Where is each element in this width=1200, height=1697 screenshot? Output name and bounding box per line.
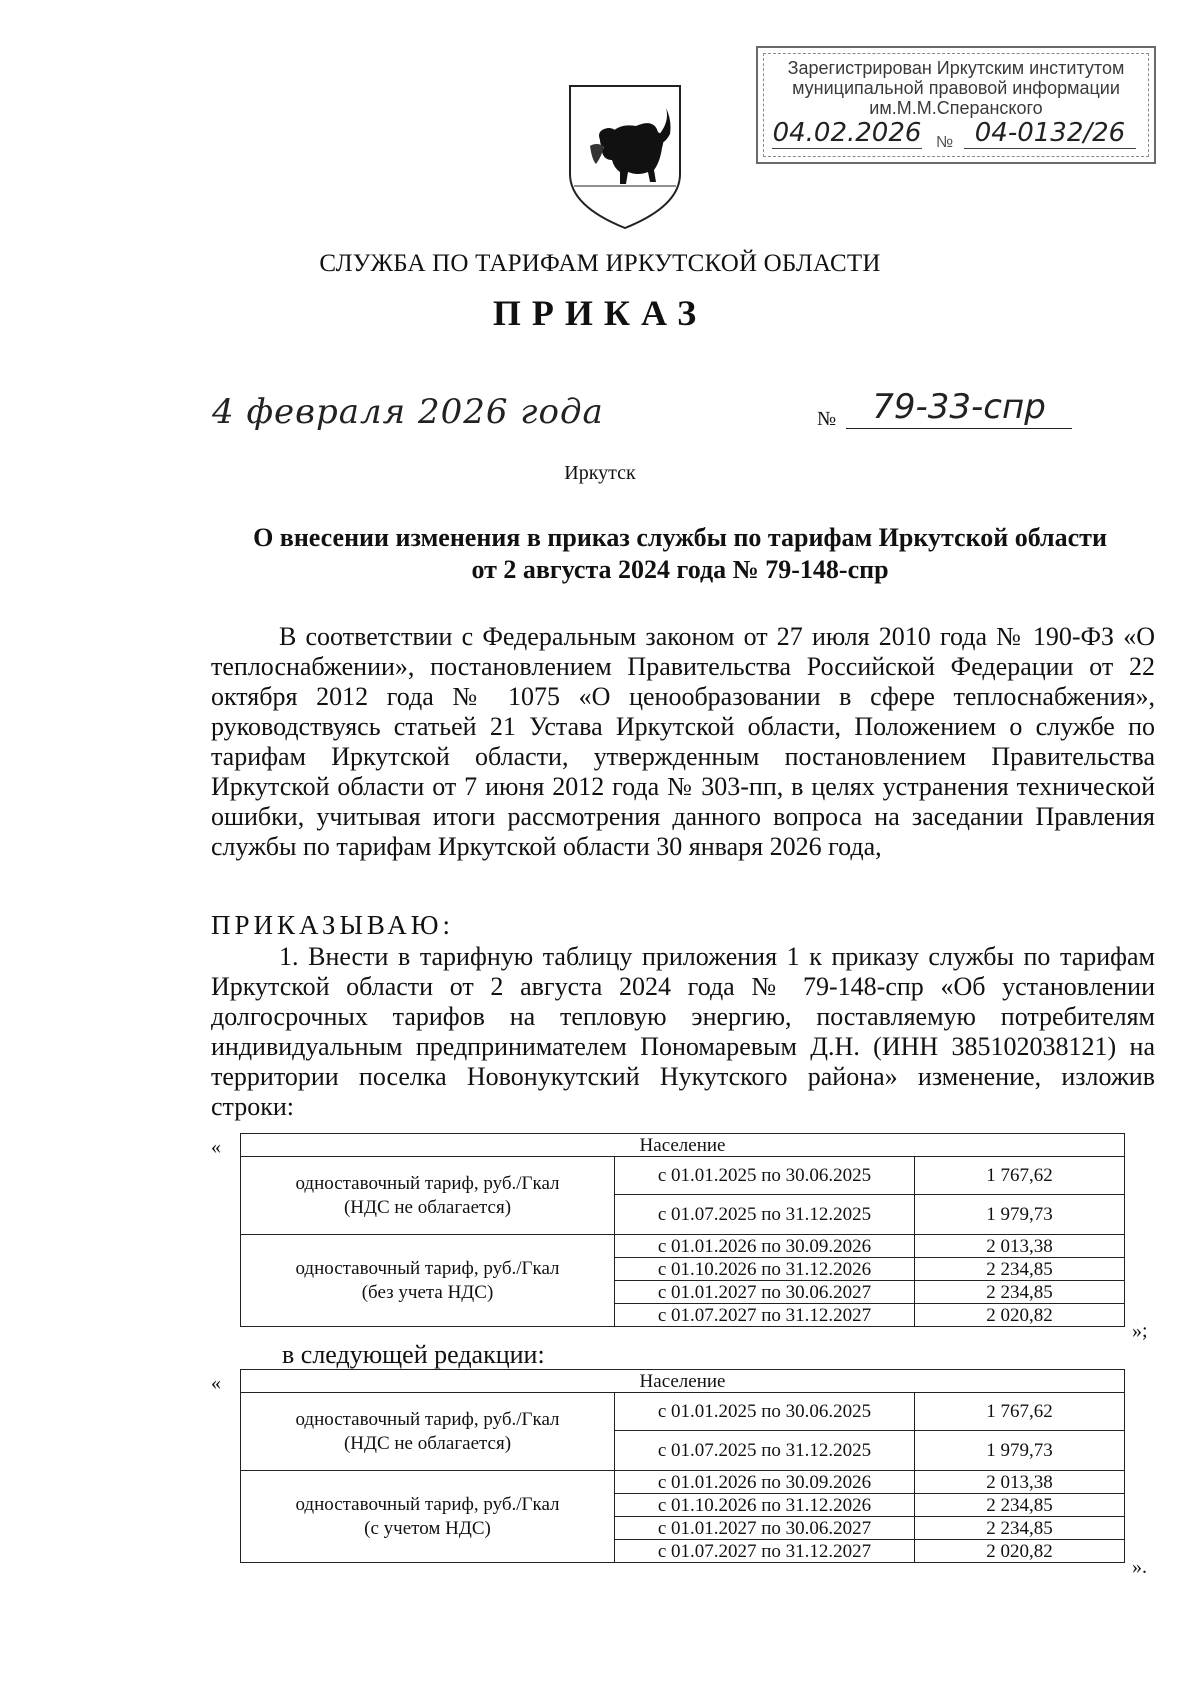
handwritten-order-date: 4 февраля 2026 года <box>212 392 604 432</box>
tariff-value-cell: 2 234,85 <box>915 1281 1125 1304</box>
tariff-value-cell: 2 234,85 <box>915 1517 1125 1540</box>
stamp-line: Зарегистрирован Иркутским институтом <box>787 58 1125 78</box>
closing-quote: »; <box>1132 1320 1148 1342</box>
order-number-sign: № <box>817 408 837 430</box>
period-cell: с 01.01.2026 по 30.09.2026 <box>615 1471 915 1494</box>
order-subject <box>200 522 1160 586</box>
tariff-description: одноставочный тариф, руб./Гкал (с учетом НДС) <box>241 1471 615 1563</box>
tariff-value-cell: 2 234,85 <box>915 1494 1125 1517</box>
group-header: Население <box>241 1370 1125 1393</box>
stamp-number-sign: № <box>936 134 954 151</box>
tariff-value-cell: 2 020,82 <box>915 1540 1125 1563</box>
period-cell: с 01.01.2027 по 30.06.2027 <box>615 1281 915 1304</box>
opening-quote: « <box>211 1136 221 1158</box>
period-cell: с 01.07.2025 по 31.12.2025 <box>615 1195 915 1235</box>
tariff-value-cell: 1 979,73 <box>915 1195 1125 1235</box>
registration-stamp <box>756 46 1156 164</box>
tariff-value-cell: 1 767,62 <box>915 1157 1125 1195</box>
document-type-title: ПРИКАЗ <box>492 293 708 333</box>
handwritten-order-number: 79-33-спр <box>846 386 1072 429</box>
subject-line: О внесении изменения в приказ службы по тарифам Иркутской области <box>253 523 1107 552</box>
period-cell: с 01.07.2025 по 31.12.2025 <box>615 1431 915 1471</box>
closing-quote: ». <box>1132 1556 1147 1578</box>
tariff-value-cell: 1 767,62 <box>915 1393 1125 1431</box>
tariff-table-old <box>240 1133 1125 1327</box>
opening-quote: « <box>211 1372 221 1394</box>
stamp-registration-date: 04.02.2026 <box>772 118 922 148</box>
stamp-line: им.М.М.Сперанского <box>869 98 1043 118</box>
tariff-value-cell: 2 013,38 <box>915 1471 1125 1494</box>
tariff-value-cell: 1 979,73 <box>915 1431 1125 1471</box>
period-cell: с 01.01.2026 по 30.09.2026 <box>615 1235 915 1258</box>
group-header: Население <box>241 1134 1125 1157</box>
tariff-value-cell: 2 013,38 <box>915 1235 1125 1258</box>
tariff-description: одноставочный тариф, руб./Гкал (НДС не облагается) <box>241 1157 615 1235</box>
tariff-value-cell: 2 234,85 <box>915 1258 1125 1281</box>
tariff-value-cell: 2 020,82 <box>915 1304 1125 1327</box>
coat-of-arms-emblem <box>566 82 684 232</box>
period-cell: с 01.10.2026 по 31.12.2026 <box>615 1258 915 1281</box>
tariff-description: одноставочный тариф, руб./Гкал (НДС не облагается) <box>241 1393 615 1471</box>
period-cell: с 01.01.2025 по 30.06.2025 <box>615 1393 915 1431</box>
tariff-table-new <box>240 1369 1125 1563</box>
stamp-line: муниципальной правовой информации <box>792 78 1120 98</box>
item-1-paragraph: 1. Внести в тарифную таблицу приложения 1 к приказу службы по тарифам Иркутской области от 2 августа 2024 года № 79-148-спр «Об установлении долгосрочных тарифов на тепловую энергию, поставляемую потребителям индивидуальным предпринимателем Пономаревым Д.Н. (ИНН 385102038121) на территории поселка Новонукутский Нукутского района» изменение, изложив строки: <box>211 942 1155 1121</box>
stamp-registration-number: 04-0132/26 <box>964 118 1136 149</box>
preamble-paragraph: В соответствии с Федеральным законом от 27 июля 2010 года № 190-ФЗ «О теплоснабжении», постановлением Правительства Российской Федерации от 22 октября 2012 года № 1075 «О ценообразовании в сфере теплоснабжения», руководствуясь статьей 21 Устава Иркутской области, Положением о службе по тарифам Иркутской области, утвержденным постановлением Правительства Иркутской области от 7 июня 2012 года № 303-пп, в целях устранения технической ошибки, учитывая итоги рассмотрения данного вопроса на заседании Правления службы по тарифам Иркутской области 30 января 2026 года, <box>211 622 1155 861</box>
period-cell: с 01.01.2027 по 30.06.2027 <box>615 1517 915 1540</box>
period-cell: с 01.01.2025 по 30.06.2025 <box>615 1157 915 1195</box>
tariff-description: одноставочный тариф, руб./Гкал (без учета НДС) <box>241 1235 615 1327</box>
new-edition-line: в следующей редакции: <box>282 1340 545 1369</box>
city-name: Иркутск <box>564 462 636 484</box>
subject-line: от 2 августа 2024 года № 79-148-спр <box>471 555 889 584</box>
period-cell: с 01.07.2027 по 31.12.2027 <box>615 1540 915 1563</box>
order-verb: ПРИКАЗЫВАЮ: <box>211 910 454 940</box>
agency-name: СЛУЖБА ПО ТАРИФАМ ИРКУТСКОЙ ОБЛАСТИ <box>319 250 881 277</box>
period-cell: с 01.10.2026 по 31.12.2026 <box>615 1494 915 1517</box>
period-cell: с 01.07.2027 по 31.12.2027 <box>615 1304 915 1327</box>
